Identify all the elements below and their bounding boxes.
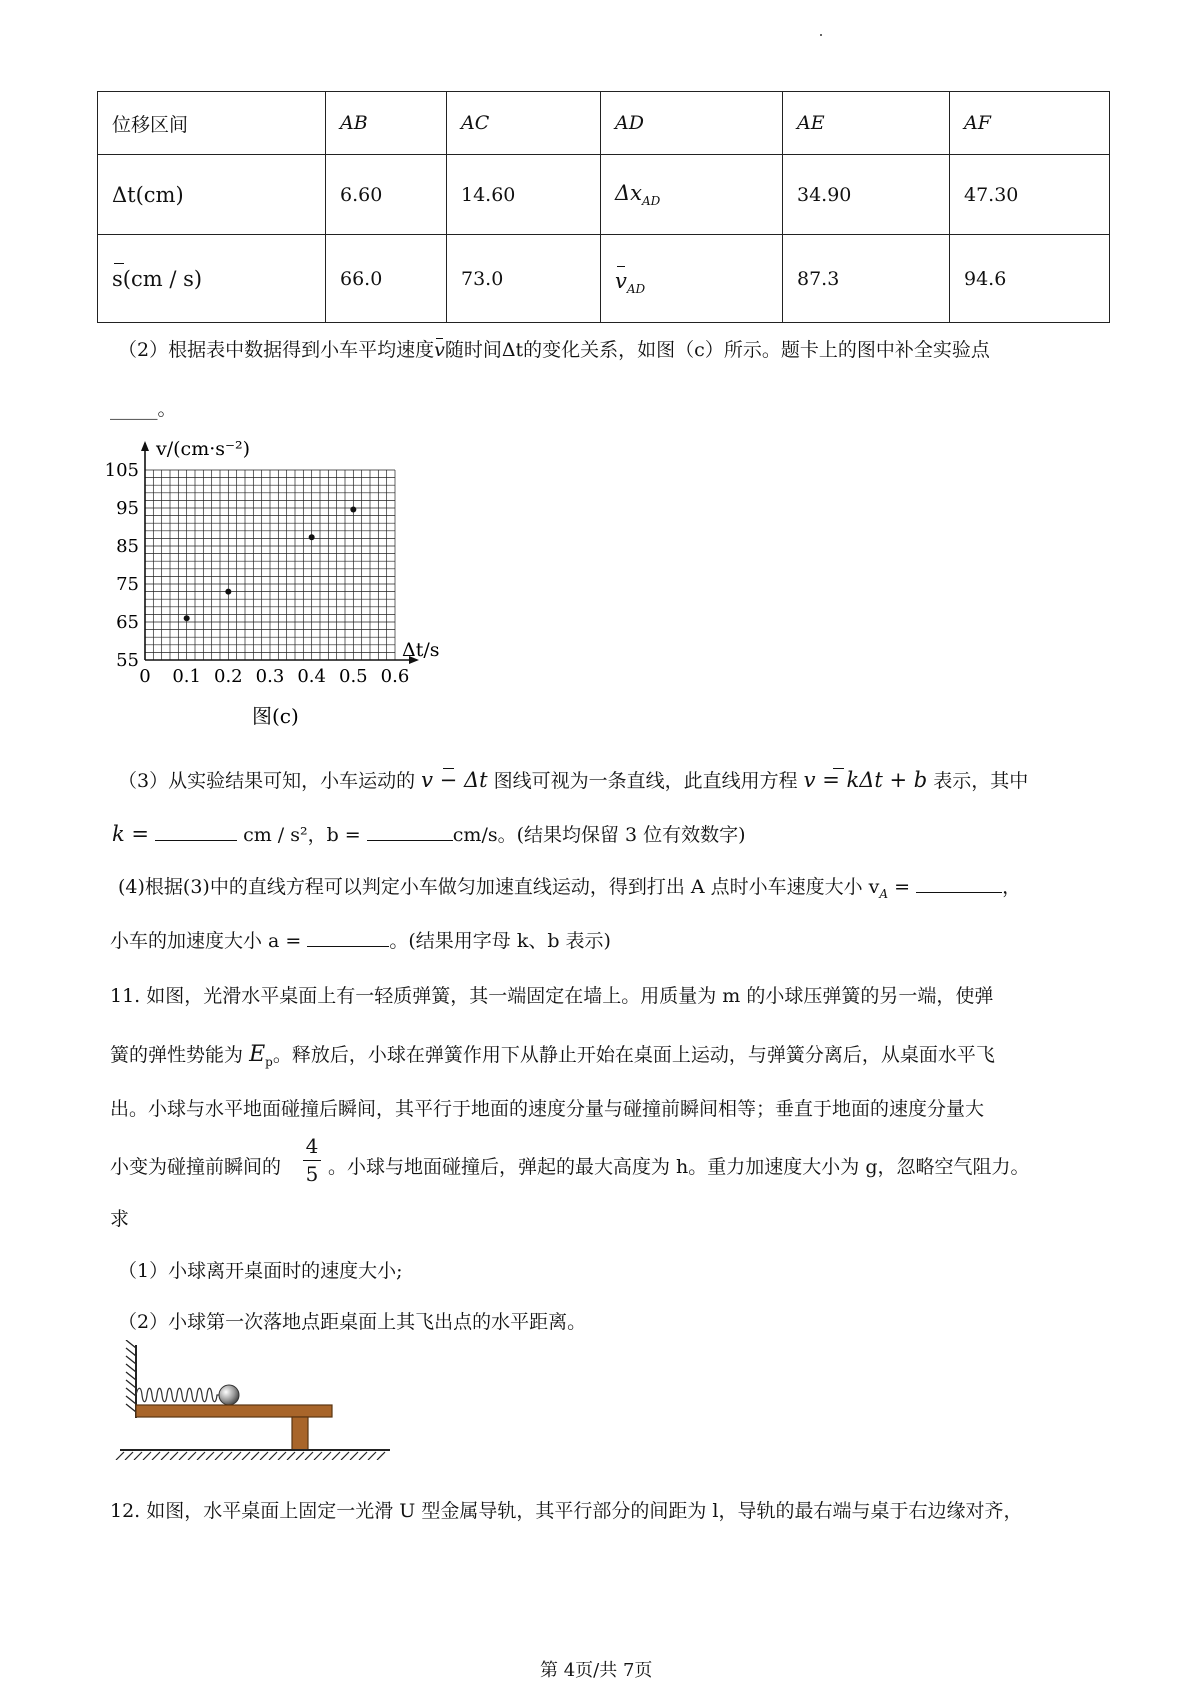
- table-cell: 94.6: [950, 235, 1110, 323]
- q3-text-e: 表示，其中: [933, 770, 1029, 792]
- ground-hatch-line: [287, 1452, 295, 1460]
- dx-ad-subscript: AD: [642, 194, 661, 209]
- ground-hatch-line: [179, 1452, 187, 1460]
- q4-line1: [118, 878, 1021, 900]
- q4-text-a: (4)根据(3)中的直线方程可以判定小车做匀加速直线运动，得到打出 A 点时小车速度大小 v: [118, 876, 880, 898]
- table-row: [98, 235, 1110, 323]
- displacement-table: [97, 91, 1110, 323]
- q3-line2: [112, 824, 746, 845]
- fraction-denominator: 5: [305, 1162, 319, 1186]
- ground-hatch-line: [161, 1452, 169, 1460]
- table-cell: 6.60: [326, 155, 447, 235]
- va-blank[interactable]: [916, 892, 1002, 893]
- q11-line4b: 。小球与地面碰撞后，弹起的最大高度为 h。重力加速度大小为 g，忽略空气阻力。: [328, 1156, 1030, 1178]
- table-header-row: [98, 92, 1110, 155]
- k-blank[interactable]: [155, 840, 237, 841]
- q4-equals: =: [894, 876, 911, 898]
- q11-sub2: （2）小球第一次落地点距桌面上其飞出点的水平距离。: [118, 1311, 587, 1333]
- table-header-cell: AC: [447, 92, 601, 155]
- ground-hatch-line: [305, 1452, 313, 1460]
- q3-text-c: 图线可视为一条直线，此直线用方程: [493, 770, 798, 792]
- y-tick-label: 55: [116, 650, 139, 671]
- q11-text-c: 小变为碰撞前瞬间的: [110, 1156, 282, 1178]
- ep-subscript: p: [265, 1054, 273, 1069]
- q3-text-a: （3）从实验结果可知，小车运动的: [118, 770, 416, 792]
- wall-hatch: [126, 1340, 136, 1412]
- q4-line2: [110, 932, 611, 951]
- ground-hatch-line: [341, 1452, 349, 1460]
- k-label: k =: [112, 822, 149, 846]
- x-tick-label: 0.2: [214, 666, 243, 687]
- ground-hatch-line: [242, 1452, 250, 1460]
- ground-hatch-line: [350, 1452, 358, 1460]
- v-ad-symbol: v: [615, 268, 627, 293]
- table-header-cell: AE: [783, 92, 950, 155]
- q11-text-b: 。释放后，小球在弹簧作用下从静止开始在桌面上运动，与弹簧分离后，从桌面水平飞: [272, 1044, 995, 1066]
- q11-text-a: 簧的弹性势能为: [110, 1044, 244, 1066]
- table-header-cell: AF: [950, 92, 1110, 155]
- x-tick-label: 0.1: [172, 666, 201, 687]
- velocity-time-chart: [100, 435, 440, 735]
- ground-hatch: [116, 1452, 385, 1460]
- x-tick-label: 0.5: [339, 666, 368, 687]
- ground-hatch-line: [260, 1452, 268, 1460]
- q2-text-a: （2）根据表中数据得到小车平均速度: [118, 339, 435, 361]
- b-blank[interactable]: [367, 840, 453, 841]
- table-cell: 73.0: [447, 235, 601, 323]
- page-footer: 第 4页/共 7页: [540, 1660, 653, 1681]
- q11-line3: 出。小球与水平地面碰撞后瞬间，其平行于地面的速度分量与碰撞前瞬间相等；垂直于地面的速度分量大: [110, 1098, 985, 1120]
- fraction-bar: [303, 1160, 321, 1161]
- ground-hatch-line: [215, 1452, 223, 1460]
- ground-hatch-line: [296, 1452, 304, 1460]
- ground-hatch-line: [206, 1452, 214, 1460]
- q12-line1: 12. 如图，水平桌面上固定一光滑 U 型金属导轨，其平行部分的间距为 l，导轨的最右端与桌于右边缘对齐，: [110, 1500, 1023, 1522]
- y-tick-label: 95: [116, 498, 139, 519]
- x-tick-label: 0.4: [297, 666, 326, 687]
- q3-line1: [118, 770, 1028, 791]
- q11-line1: 11. 如图，光滑水平桌面上有一轻质弹簧，其一端固定在墙上。用质量为 m 的小球压弹簧的另一端，使弹: [110, 985, 994, 1007]
- v-dt-expr: v − Δt: [421, 768, 488, 792]
- ground-hatch-line: [116, 1452, 124, 1460]
- table-cell-ad: [601, 155, 783, 235]
- table-header-cell: 位移区间: [98, 92, 326, 155]
- data-point: [225, 589, 231, 595]
- fraction-numerator: 4: [305, 1134, 319, 1158]
- chart-ylabel: v/(cm·s⁻²): [156, 438, 251, 460]
- data-point: [350, 507, 356, 513]
- q4-text-tail: 。(结果用字母 k、b 表示): [389, 930, 611, 952]
- y-tick-label: 85: [116, 536, 139, 557]
- table-cell: 34.90: [783, 155, 950, 235]
- data-point: [309, 534, 315, 540]
- chart-title: 图(c): [252, 704, 299, 728]
- table-top: [136, 1405, 332, 1417]
- q4-comma: ，: [1002, 876, 1022, 898]
- q3-unit-b: cm / s²，b =: [243, 824, 361, 846]
- ground-hatch-line: [143, 1452, 151, 1460]
- ground-hatch-line: [332, 1452, 340, 1460]
- ground-hatch-line: [233, 1452, 241, 1460]
- ground-hatch-line: [170, 1452, 178, 1460]
- ground-hatch-line: [368, 1452, 376, 1460]
- va-subscript: A: [879, 886, 889, 901]
- v-overline-2: [833, 768, 844, 769]
- y-axis-arrow: [141, 441, 149, 451]
- q2-line2: _____。: [110, 398, 177, 420]
- chart-grid: [145, 470, 395, 660]
- y-tick-label: 75: [116, 574, 139, 595]
- corner-dot: [820, 34, 822, 36]
- line-equation: v = kΔt + b: [803, 768, 928, 792]
- ground-hatch-line: [125, 1452, 133, 1460]
- table-row: [98, 155, 1110, 235]
- y-tick-label: 65: [116, 612, 139, 633]
- ground-hatch-line: [314, 1452, 322, 1460]
- table-cell: 87.3: [783, 235, 950, 323]
- q3-text-tail: cm/s。(结果均保留 3 位有效数字): [452, 824, 746, 846]
- chart-tick-labels: [105, 460, 410, 687]
- a-label: 小车的加速度大小 a =: [110, 930, 302, 952]
- q11-sub1: （1）小球离开桌面时的速度大小;: [118, 1260, 403, 1282]
- table-cell: 66.0: [326, 235, 447, 323]
- ground-hatch-line: [134, 1452, 142, 1460]
- v-ad-subscript: AD: [626, 282, 646, 297]
- table-cell: 14.60: [447, 155, 601, 235]
- fraction-4-5: [303, 1136, 321, 1184]
- ep-symbol: E: [249, 1042, 266, 1067]
- q2-text-b: 随时间Δt的变化关系，如图（c）所示。题卡上的图中补全实验点: [444, 339, 990, 361]
- spring: [136, 1388, 220, 1402]
- q11-line2: [110, 1044, 995, 1068]
- y-tick-label: 105: [104, 460, 139, 481]
- v-overline-1: [443, 768, 454, 769]
- table-cell: 47.30: [950, 155, 1110, 235]
- row3-label: s(cm / s): [112, 266, 203, 291]
- ground-hatch-line: [197, 1452, 205, 1460]
- q11-line4: [110, 1158, 281, 1177]
- ground-hatch-line: [188, 1452, 196, 1460]
- table-header-cell: AD: [601, 92, 783, 155]
- s-overline: [114, 263, 124, 264]
- data-point: [184, 615, 190, 621]
- table-row-label: [98, 235, 326, 323]
- ball: [219, 1385, 239, 1405]
- ground-hatch-line: [152, 1452, 160, 1460]
- dx-ad-symbol: Δx: [615, 180, 643, 205]
- x-tick-label: 0.3: [255, 666, 285, 687]
- x-tick-label: 0.6: [380, 666, 410, 687]
- table-header-cell: AB: [326, 92, 447, 155]
- ground-hatch-line: [377, 1452, 385, 1460]
- spring-table-figure: [100, 1340, 400, 1460]
- q2-line1: [118, 341, 990, 360]
- ground-hatch-line: [278, 1452, 286, 1460]
- ground-hatch-line: [224, 1452, 232, 1460]
- ground-hatch-line: [359, 1452, 367, 1460]
- table-row-label: Δt(cm): [98, 155, 326, 235]
- ground-hatch-line: [323, 1452, 331, 1460]
- chart-xlabel: Δt/s: [402, 639, 440, 661]
- chart-axes: [141, 441, 419, 664]
- table-cell-ad: [601, 235, 783, 323]
- x-tick-label: 0: [139, 666, 151, 687]
- q11-line5: 求: [110, 1208, 130, 1230]
- ground-hatch-line: [251, 1452, 259, 1460]
- a-blank[interactable]: [307, 946, 389, 947]
- ground-hatch-line: [269, 1452, 277, 1460]
- table-leg: [292, 1417, 308, 1450]
- v-bar-symbol: v: [434, 339, 445, 361]
